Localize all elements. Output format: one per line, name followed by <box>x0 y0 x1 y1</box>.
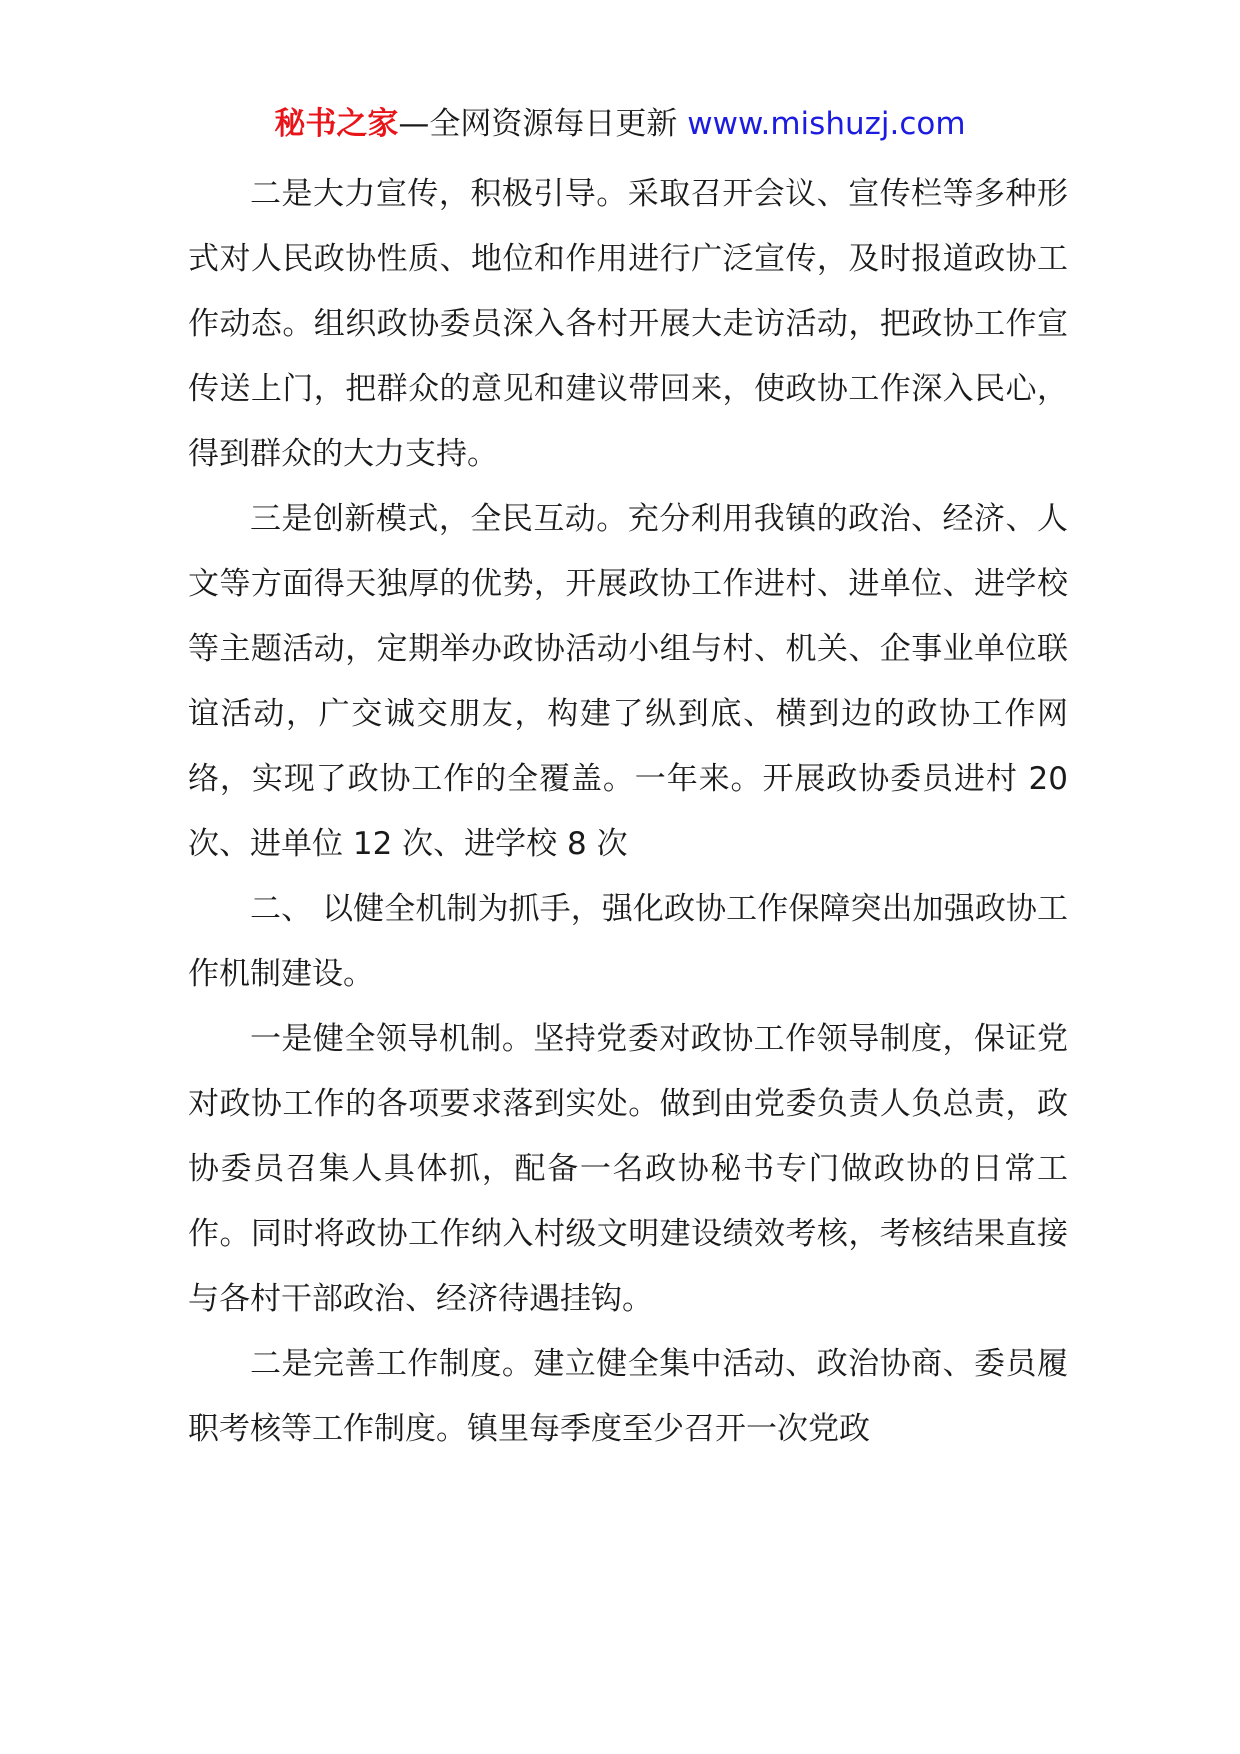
paragraph-work-system: 二是完善工作制度。建立健全集中活动、政治协商、委员履职考核等工作制度。镇里每季度至少召开一次党政 <box>188 1346 1068 1447</box>
paragraph-leadership: 一是健全领导机制。坚持党委对政协工作领导制度，保证党对政协工作的各项要求落到实处。做到由党委负责人负总责，政协委员召集人具体抓，配备一名政协秘书专门做政协的日常工作。同时将政协工作纳入村级文明建设绩效考核，考核结果直接与各村干部政治、经济待遇挂钩。 <box>188 1021 1068 1317</box>
website-url: www.mishuzj.com <box>687 106 966 142</box>
section-heading-mechanism: 二、 以健全机制为抓手，强化政协工作保障突出加强政协工作机制建设。 <box>188 891 1068 992</box>
page-header <box>0 98 1240 150</box>
document-body <box>188 162 1068 1462</box>
paragraph-innovation: 三是创新模式，全民互动。充分利用我镇的政治、经济、人文等方面得天独厚的优势，开展政协工作进村、进单位、进学校等主题活动，定期举办政协活动小组与村、机关、企事业单位联谊活动，广交诚交朋友，构建了纵到底、横到边的政协工作网络，实现了政协工作的全覆盖。一年来。开展政协委员进村 20 次、进单位 12 次、进学校 8 次 <box>188 501 1068 862</box>
brand-name: 秘书之家 <box>274 106 399 142</box>
header-tagline: —全网资源每日更新 <box>398 106 688 142</box>
paragraph-publicity: 二是大力宣传，积极引导。采取召开会议、宣传栏等多种形式对人民政协性质、地位和作用进行广泛宣传，及时报道政协工作动态。组织政协委员深入各村开展大走访活动，把政协工作宣传送上门，把群众的意见和建议带回来，使政协工作深入民心，得到群众的大力支持。 <box>188 176 1068 472</box>
